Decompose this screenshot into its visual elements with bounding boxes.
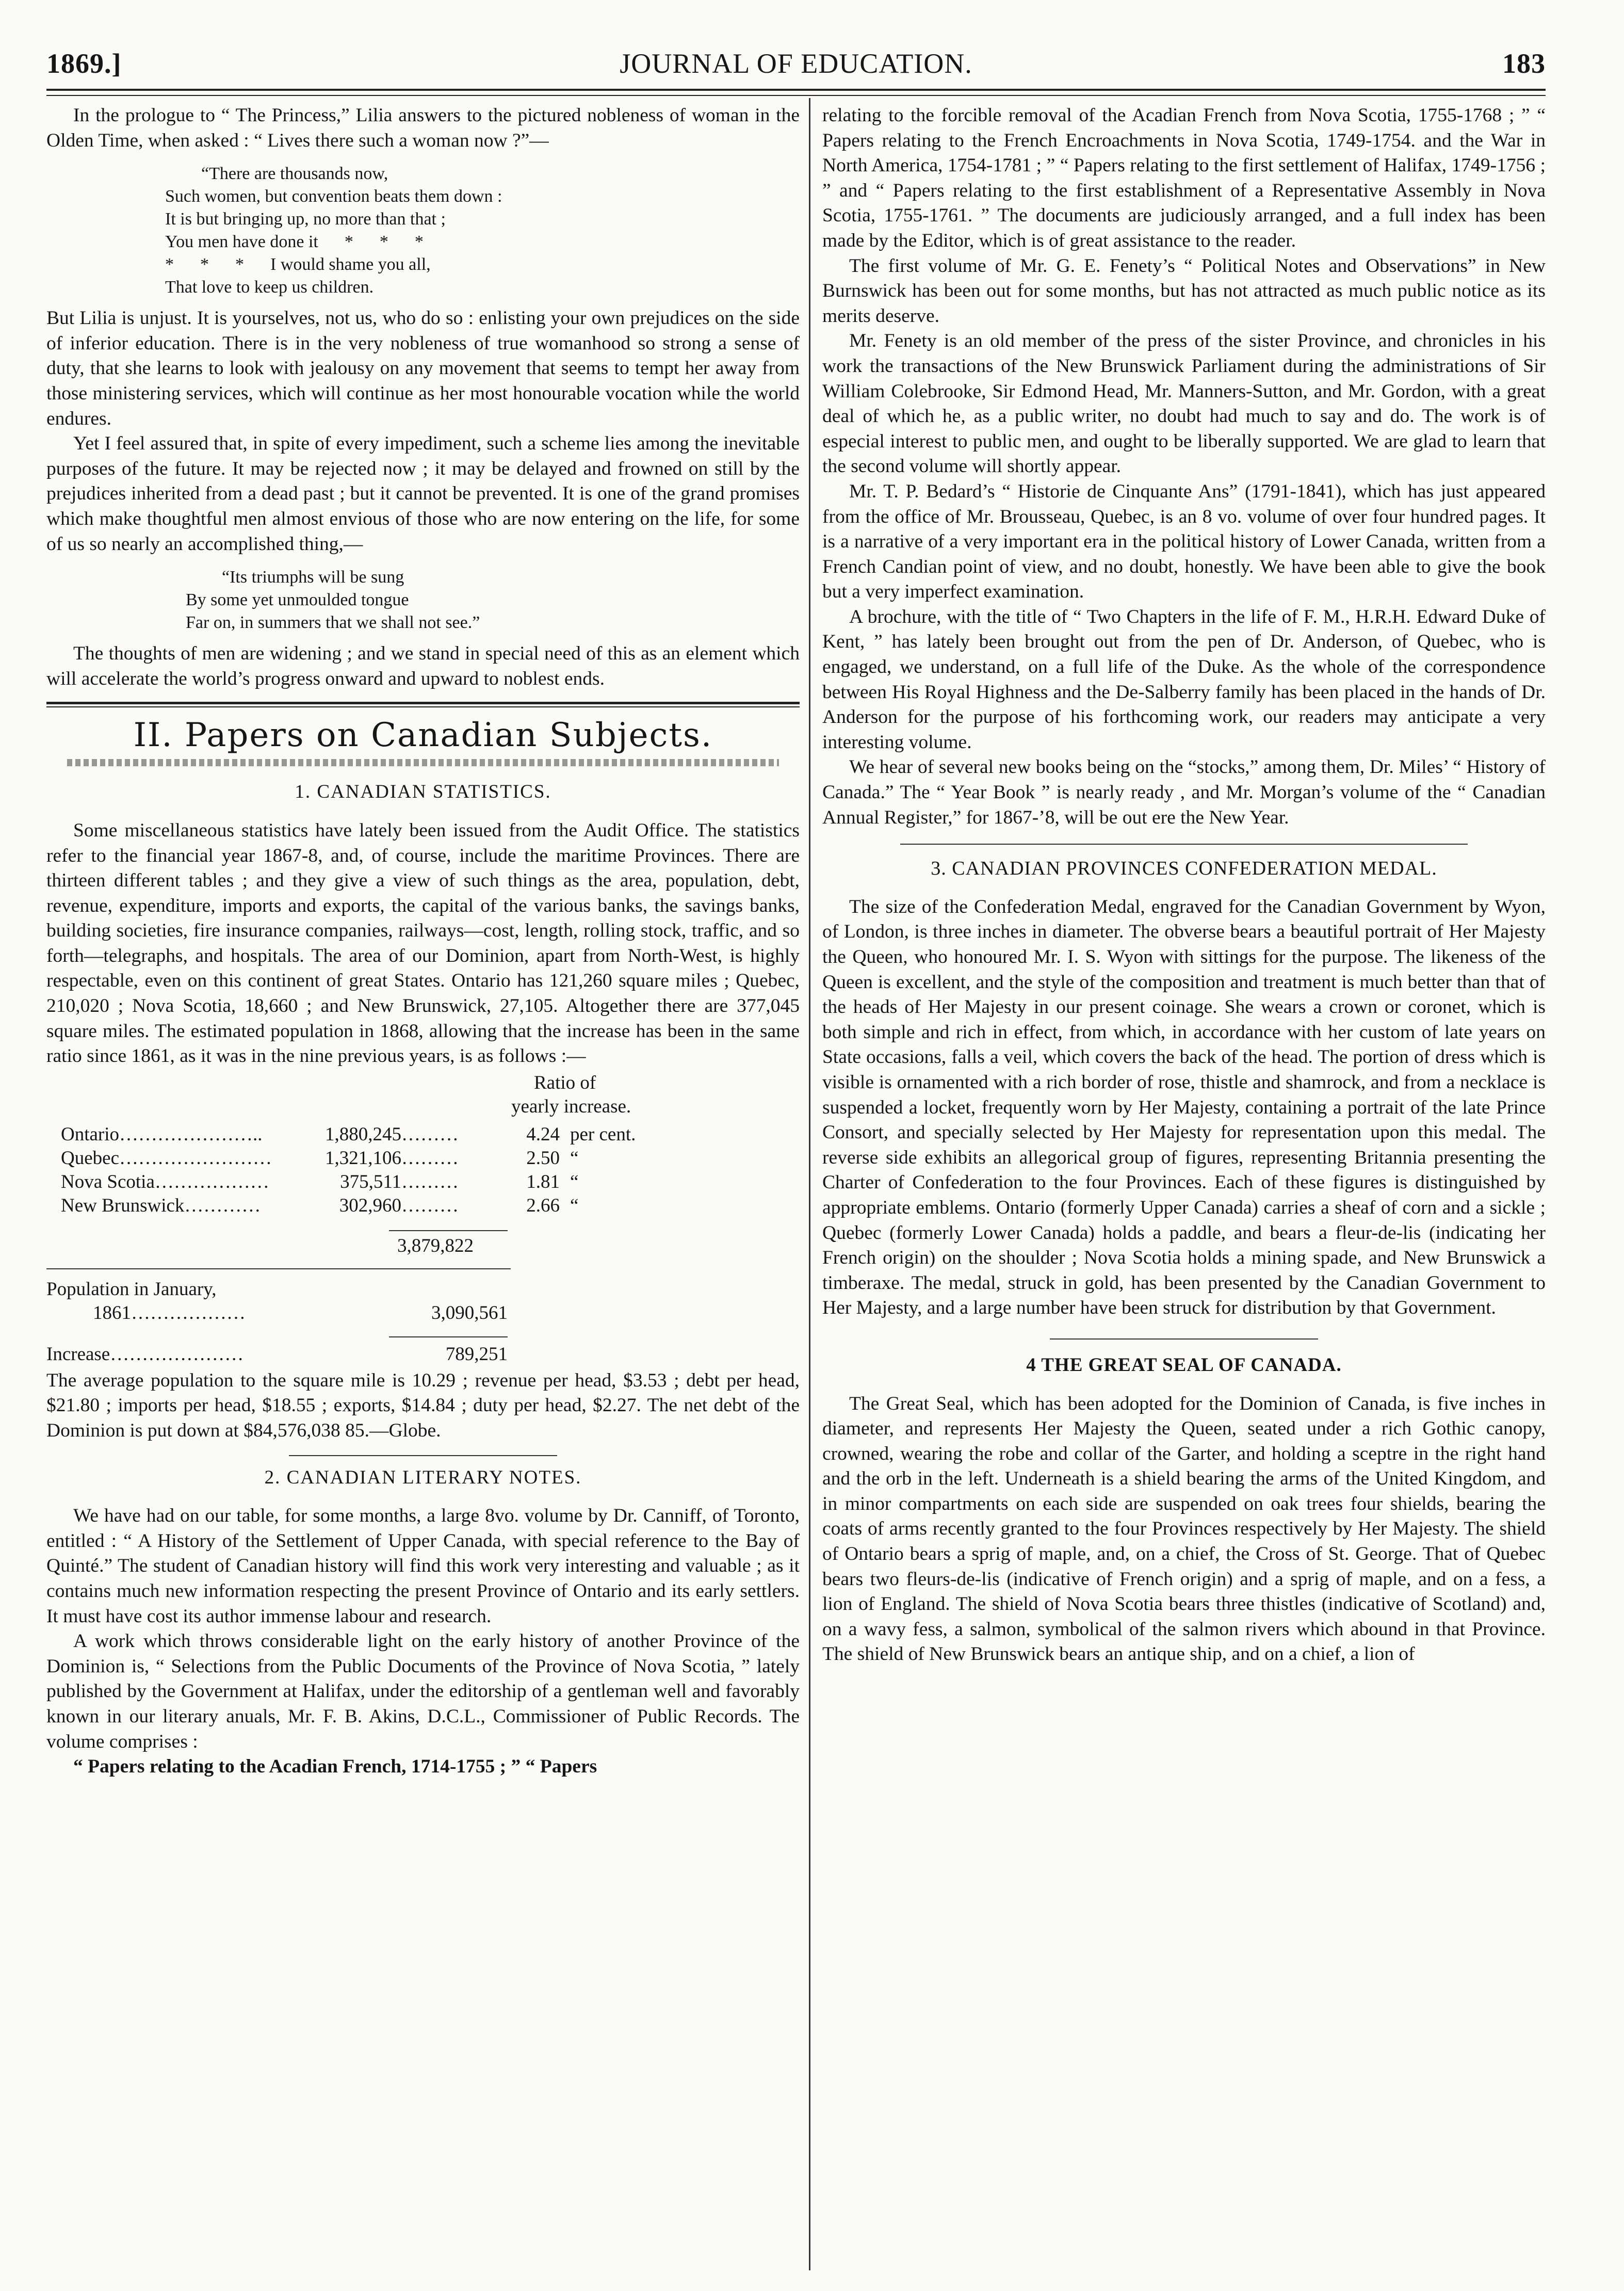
ratio-unit: “ [570,1171,579,1192]
ratio-unit: per cent. [570,1123,636,1145]
population-1861-block [46,1278,800,1366]
paragraph-statistics: Some miscellaneous statistics have lately been issued from the Audit Office. The statistics refer to the financial year 1867-8, and, of course, include the maritime Provinces. There are thirteen different tables ; and they give a view of such things as the area, population, debt, revenue, expenditure, imports and exports, the capital of the various banks, the savings banks, building societies, fire insurance companies, railways—cost, length, rolling stock, traffic, and so forth—telegraphs, and hospitals. The area of our Dominion, apart from North-West, is highly respectable, even on this continent of great States. Ontario has 121,260 square miles ; Quebec, 210,020 ; Nova Scotia, 18,660 ; and New Brunswick, 27,105. Altogether there are 377,045 square miles. The estimated population in 1868, allowing that the increase has been in the same ratio since 1861, as it was in the nine previous years, is as follows :— [46,819,800,1067]
ratio-header [46,1071,800,1119]
section-heading-medal: 3. CANADIAN PROVINCES CONFEDERATION MEDAL. [931,858,1437,880]
increase-ratio: 1.81 [526,1171,560,1192]
paragraph-canniff: We have had on our table, for some months, a large 8vo. volume by Dr. Canniff, of Toronto, entitled : “ A History of the Settlement of Upper Canada, with special reference to the Bay of Quinté.” The student of Canadian history will find this work very interesting and valuable ; as it contains much new information respecting the present Province of Ontario and its early settlers. It must have cost its author immense labour and research. [46,1505,800,1627]
verse-line: * * * I would shame you all, [165,255,431,275]
population-table [46,1123,639,1218]
paragraph-continued: relating to the forcible removal of the Acadian French from Nova Scotia, 1755-1768 ; ” “ Papers relating to the French Encroachments in Nova Scotia, 1749-1754. and the War in North America, 1754-1781 ; ” “ Papers relating to the first settlement of Halifax, 1749-1756 ; ” and “ Papers relating to the first establishment of a Representative Assembly in Nova Scotia, 1755-1761. ” The documents are judiciously arranged, and a full index has been made by the Editor, which is of great assistance to the reader. [822,105,1546,251]
paragraph-thoughts: The thoughts of men are widening ; and we stand in special need of this as an element which will accelerate the world’s progress onward and upward to noblest ends. [46,643,800,689]
section-heading-great-seal: 4 THE GREAT SEAL OF CANADA. [1026,1354,1342,1376]
verse-line: “Its triumphs will be sung [222,568,404,587]
paragraph-great-seal: The Great Seal, which has been adopted for the Dominion of Canada, is five inches in diameter, and represents Her Majesty the Queen, seated under a rich Gothic canopy, crowned, wearing the robe and collar of the Garter, and holding a sceptre in the right hand and the orb in the left. Underneath is a shield bearing the arms of the United Kingdom, and in minor compartments on each side are suspended on oak trees four shields, bearing the coats of arms recently granted to the four Provinces respectively by Her Majesty. The shield of Ontario bears a sprig of maple, and, on a chief, the Cross of St. George. That of Quebec bears two fleurs-de-lis (indicative of French origin) and a sprig of maple, and on a fess, a lion of England. The shield of Nova Scotia bears three thistles (indicative of Scotland) and, on a wavy fess, a salmon, symbolical of the salmon rivers which abound in that Province. The shield of New Brunswick bears an antique ship, and on a chief, a lion of [822,1393,1546,1665]
table-row [46,1147,639,1170]
header-rule-thin [46,95,1546,96]
ratio-unit: “ [570,1195,579,1216]
section-divider [1050,1338,1318,1340]
column-divider [809,98,810,2270]
table-divider [46,1268,511,1269]
section-rule-thin [46,706,800,707]
ratio-unit: “ [570,1147,579,1169]
paragraph-assured: Yet I feel assured that, in spite of every impediment, such a scheme lies among the inevitable purposes of the future. It may be rejected now ; it may be delayed and frowned on still by the prejudices inherited from a dead past ; but it cannot be prevented. It is one of the grand promises which make thoughtful men almost envious of those who are now entering on the life, for some of us so nearly an accomplished thing,— [46,433,800,555]
running-head [46,47,1546,89]
paragraph-bedard: Mr. T. P. Bedard’s “ Historie de Cinquante Ans” (1791-1841), which has just appeared from the office of Mr. Brousseau, Quebec, is an 8 vo. volume of over four hundred pages. It is a narrative of a very important era in the political history of Lower Canada, written from a French Candian point of view, and no doubt, honestly. We have been able to give the book but a very imperfect examination. [822,480,1546,603]
section-rule [46,702,800,704]
pop-1861-label: 1861……………… [93,1302,246,1324]
ratio-header-line1: Ratio of [534,1072,596,1093]
total-rule [389,1230,508,1231]
population-value: 302,960……… [339,1195,459,1216]
pop-1861-row [46,1301,800,1325]
header-rule [46,89,1546,91]
paragraph-papers: “ Papers relating to the Acadian French, 1714-1755 ; ” “ Papers [73,1756,597,1778]
verse-princess [46,163,800,299]
increase-value: 789,251 [445,1343,508,1365]
increase-row [46,1343,800,1366]
increase-rule [389,1336,508,1337]
increase-ratio: 2.50 [526,1147,560,1169]
verse-line: Far on, in summers that we shall not see.” [186,613,480,633]
header-page-number: 183 [1502,48,1546,79]
province-name: Ontario………………….. [61,1123,263,1145]
verse-line: It is but bringing up, no more than that ; [165,209,446,229]
pop-jan-label: Population in January, [46,1278,217,1300]
province-name: New Brunswick………… [61,1195,261,1216]
paragraph-lilia: But Lilia is unjust. It is yourselves, not us, who do so : enlisting your own prejudices on the side of inferior education. There is in the very nobleness of true womanhood so strong a sense of duty, that she learns to look with jealousy on any movement that seems to tempt her away from those ministering services, which will continue as her most honourable vocation while the world endures. [46,308,800,429]
paragraph-nova-scotia: A work which throws considerable light on the early history of another Province of the Dominion is, “ Selections from the Public Documents of the Province of Nova Scotia, ” lately published by the Government at Halifax, under the editorship of a gentleman well and favorably known in our literary anuals, Mr. F. B. Akins, D.C.L., Commissioner of Public Records. The volume comprises : [46,1631,800,1752]
population-total: 3,879,822 [397,1235,474,1256]
increase-ratio: 2.66 [526,1195,560,1216]
paragraph-new-books: We hear of several new books being on the “stocks,” among them, Dr. Miles’ “ History of Canada.” The “ Year Book ” is nearly ready , and Mr. Morgan’s volume of the “ Canadian Annual Register,” for 1867-’8, will be out ere the New Year. [822,756,1546,828]
paragraph-fenety-1: The first volume of Mr. G. E. Fenety’s “ Political Notes and Observations” in New Burnswick has been out for some months, but has not attracted as much public notice as its merits deserve. [822,255,1546,327]
population-value: 1,321,106……… [325,1147,459,1169]
paragraph-average: The average population to the square mile is 10.29 ; revenue per head, $3.53 ; debt per head, $21.80 ; imports per head, $18.55 ; exports, $14.84 ; duty per head, $2.27. The net debt of the Dominion is put down at $84,576,038 85.—Globe. [46,1369,800,1442]
section-divider [900,844,1468,845]
province-name: Quebec…………………… [61,1147,272,1169]
verse-line: Such women, but convention beats them down : [165,187,502,206]
table-row [46,1123,639,1147]
section-heading-literary: 2. CANADIAN LITERARY NOTES. [264,1466,582,1488]
population-value: 1,880,245……… [325,1123,459,1145]
verse-line: By some yet unmoulded tongue [186,590,409,610]
paragraph-brochure: A brochure, with the title of “ Two Chapters in the life of F. M., H.R.H. Edward Duke of Kent, ” has lately been brought out from the pen of Dr. Anderson, of Quebec, who is engaged, we understand, on a full life of the Duke. As the whole of the correspondence between His Royal Highness and the De-Salberry family has been placed in the hands of Dr. Anderson for the purpose of his forthcoming work, our readers may anticipate a very interesting volume. [822,606,1546,753]
section-divider [289,1455,557,1456]
verse-line: That love to keep us children. [165,278,374,297]
header-year: 1869.] [46,48,122,79]
pop-jan-row [46,1278,800,1301]
verse-line: You men have done it * * * [165,232,424,252]
part-title: II. Papers on Canadian Subjects. [133,716,713,755]
header-journal-title: JOURNAL OF EDUCATION. [620,48,972,79]
verse-triumphs [46,566,800,634]
pop-1861-value: 3,090,561 [431,1302,508,1324]
left-column [46,103,800,1780]
right-column [822,103,1546,1667]
table-row [46,1194,639,1218]
verse-line: “There are thousands now, [201,164,388,184]
province-name: Nova Scotia……………… [61,1171,269,1192]
ratio-header-line2: yearly increase. [511,1095,631,1117]
section-heading-statistics: 1. CANADIAN STATISTICS. [295,781,551,803]
wavy-divider [67,759,779,766]
paragraph-fenety-2: Mr. Fenety is an old member of the press of the sister Province, and chronicles in his work the transactions of the New Brunswick Parliament during the administrations of Sir William Colebrooke, Sir Edmond Head, Mr. Manners-Sutton, and Mr. Gordon, with a great deal of which he, as a public writer, no doubt had much to say and do. The work is of especial interest to public men, and ought to be liberally supported. We are glad to learn that the second volume will shortly appear. [822,330,1546,477]
paragraph-medal: The size of the Confederation Medal, engraved for the Canadian Government by Wyon, of London, is three inches in diameter. The obverse bears a beautiful portrait of Her Majesty the Queen, who honoured Mr. I. S. Wyon with sittings for the purpose. The likeness of the Queen is excellent, and the style of the composition and treatment is much better than that of the heads of Her Majesty in our present coinage. She wears a crown or coronet, which is both simple and rich in effect, from which, in accordance with her custom of late years on State occasions, falls a veil, which covers the back of the head. The portion of dress which is visible is ornamented with a rich border of rose, thistle and shamrock, and from a necklace is suspended a locket, frequently worn by Her Majesty, containing a portrait of the late Prince Consort, and specially selected by Her Majesty for representation upon this medal. The reverse side exhibits an allegorical group of figures, representing Britannia presenting the Charter of Confederation to the four Provinces. Each of these figures is distinguished by appropriate emblems. Ontario (formerly Upper Canada) carries a sheaf of corn and a sickle ; Quebec (formerly Lower Canada) holds a paddle, and bears a fleur-de-lis (indicating her French origin) on the shoulder ; Nova Scotia holds a mining spade, and New Brunswick a timberaxe. The medal, struck in gold, has been presented by the Canadian Government to Her Majesty, and a large number have been struck for distribution by that Government. [822,896,1546,1319]
increase-ratio: 4.24 [526,1123,560,1145]
population-value: 375,511……… [340,1171,459,1192]
intro-paragraph: In the prologue to “ The Princess,” Lilia answers to the pictured nobleness of woman in the Olden Time, when asked : “ Lives there such a woman now ?”— [46,105,800,151]
increase-label: Increase………………… [46,1343,244,1365]
table-row [46,1170,639,1194]
